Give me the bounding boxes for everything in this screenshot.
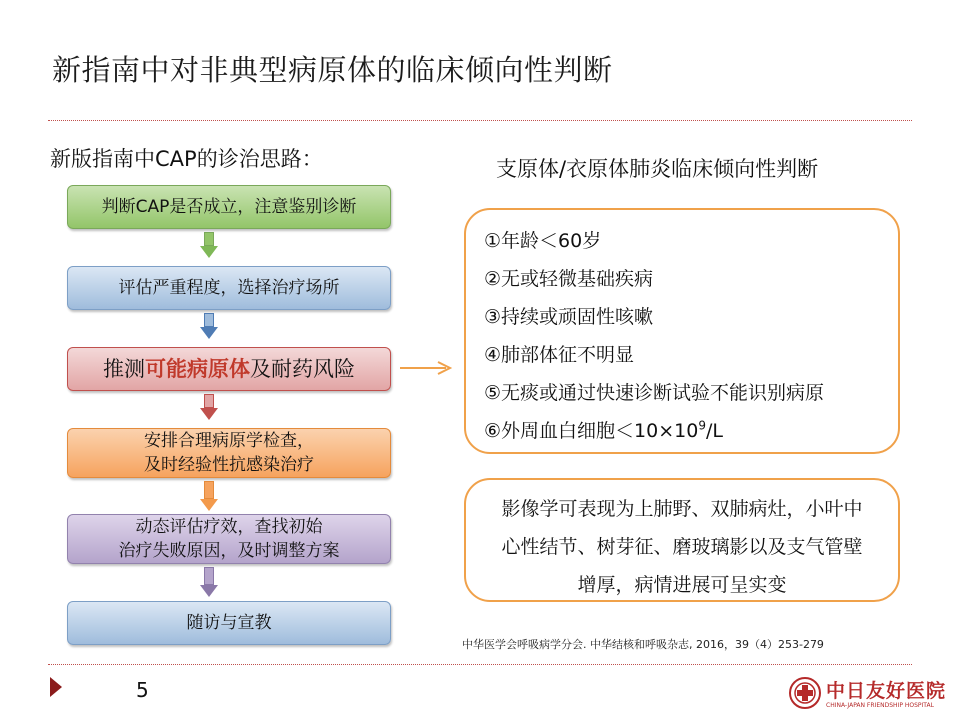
imaging-panel xyxy=(464,478,900,602)
hospital-emblem-icon xyxy=(788,676,822,710)
flow-step-6-label: 随访与宣教 xyxy=(186,613,272,633)
criteria-item: ④肺部体征不明显 xyxy=(484,344,635,366)
criteria-item-wbc-pre: ⑥外周血白细胞＜10×10 xyxy=(484,420,699,442)
criteria-panel xyxy=(464,208,900,454)
footer-divider xyxy=(48,664,912,665)
flow-step-3-label xyxy=(103,357,355,381)
criteria-item-wbc xyxy=(484,416,723,443)
criteria-subtitle: 支原体/衣原体肺炎临床倾向性判断 xyxy=(496,157,819,181)
flow-subtitle: 新版指南中CAP的诊治思路： xyxy=(50,147,323,171)
title-divider xyxy=(48,120,912,121)
flow-step-4-label xyxy=(144,429,314,477)
criteria-item: ①年龄＜60岁 xyxy=(484,230,602,252)
criteria-item: ③持续或顽固性咳嗽 xyxy=(484,306,654,328)
flow-step-5-line1: 动态评估疗效，查找初始 xyxy=(135,517,323,537)
flow-step-5-line2: 治疗失败原因，及时调整方案 xyxy=(118,541,340,561)
criteria-item: ⑤无痰或通过快速诊断试验不能识别病原 xyxy=(484,382,825,404)
criteria-item: ②无或轻微基础疾病 xyxy=(484,268,654,290)
criteria-item-wbc-exp: 9 xyxy=(698,418,706,433)
page-title: 新指南中对非典型病原体的临床倾向性判断 xyxy=(52,53,613,87)
flow-step-evaluate-efficacy xyxy=(67,514,391,564)
imaging-text-line: 心性结节、树芽征、磨玻璃影以及支气管壁 xyxy=(501,536,863,558)
flow-step-etiology-tests xyxy=(67,428,391,478)
hospital-name: 中日友好医院 xyxy=(826,680,947,702)
page-number: 5 xyxy=(136,678,149,702)
flow-step-3-highlight: 可能病原体 xyxy=(145,357,250,381)
flow-step-5-label xyxy=(119,515,340,563)
flow-step-assess-severity xyxy=(67,266,391,310)
flow-step-3-post: 及耐药风险 xyxy=(250,357,355,381)
criteria-item-wbc-unit: /L xyxy=(705,420,723,442)
flow-step-pathogen xyxy=(67,347,391,391)
imaging-text-line: 影像学可表现为上肺野、双肺病灶，小叶中 xyxy=(501,498,863,520)
flow-step-4-line1: 安排合理病原学检查， xyxy=(144,431,314,451)
flow-step-follow-up xyxy=(67,601,391,645)
nav-triangle-icon[interactable] xyxy=(50,677,62,697)
hospital-logo xyxy=(786,672,947,716)
flow-step-2-label: 评估严重程度，选择治疗场所 xyxy=(118,278,340,298)
flow-step-confirm-cap xyxy=(67,185,391,229)
imaging-text-line: 增厚，病情进展可呈实变 xyxy=(577,574,787,596)
hospital-name-en: CHINA-JAPAN FRIENDSHIP HOSPITAL xyxy=(826,702,934,709)
flow-step-4-line2: 及时经验性抗感染治疗 xyxy=(144,455,314,475)
citation: 中华医学会呼吸病学分会. 中华结核和呼吸杂志, 2016，39（4）253-279 xyxy=(462,638,824,651)
flow-step-3-pre: 推测 xyxy=(103,357,145,381)
flow-step-1-label: 判断CAP是否成立，注意鉴别诊断 xyxy=(101,197,357,217)
right-arrow-icon xyxy=(398,360,456,376)
